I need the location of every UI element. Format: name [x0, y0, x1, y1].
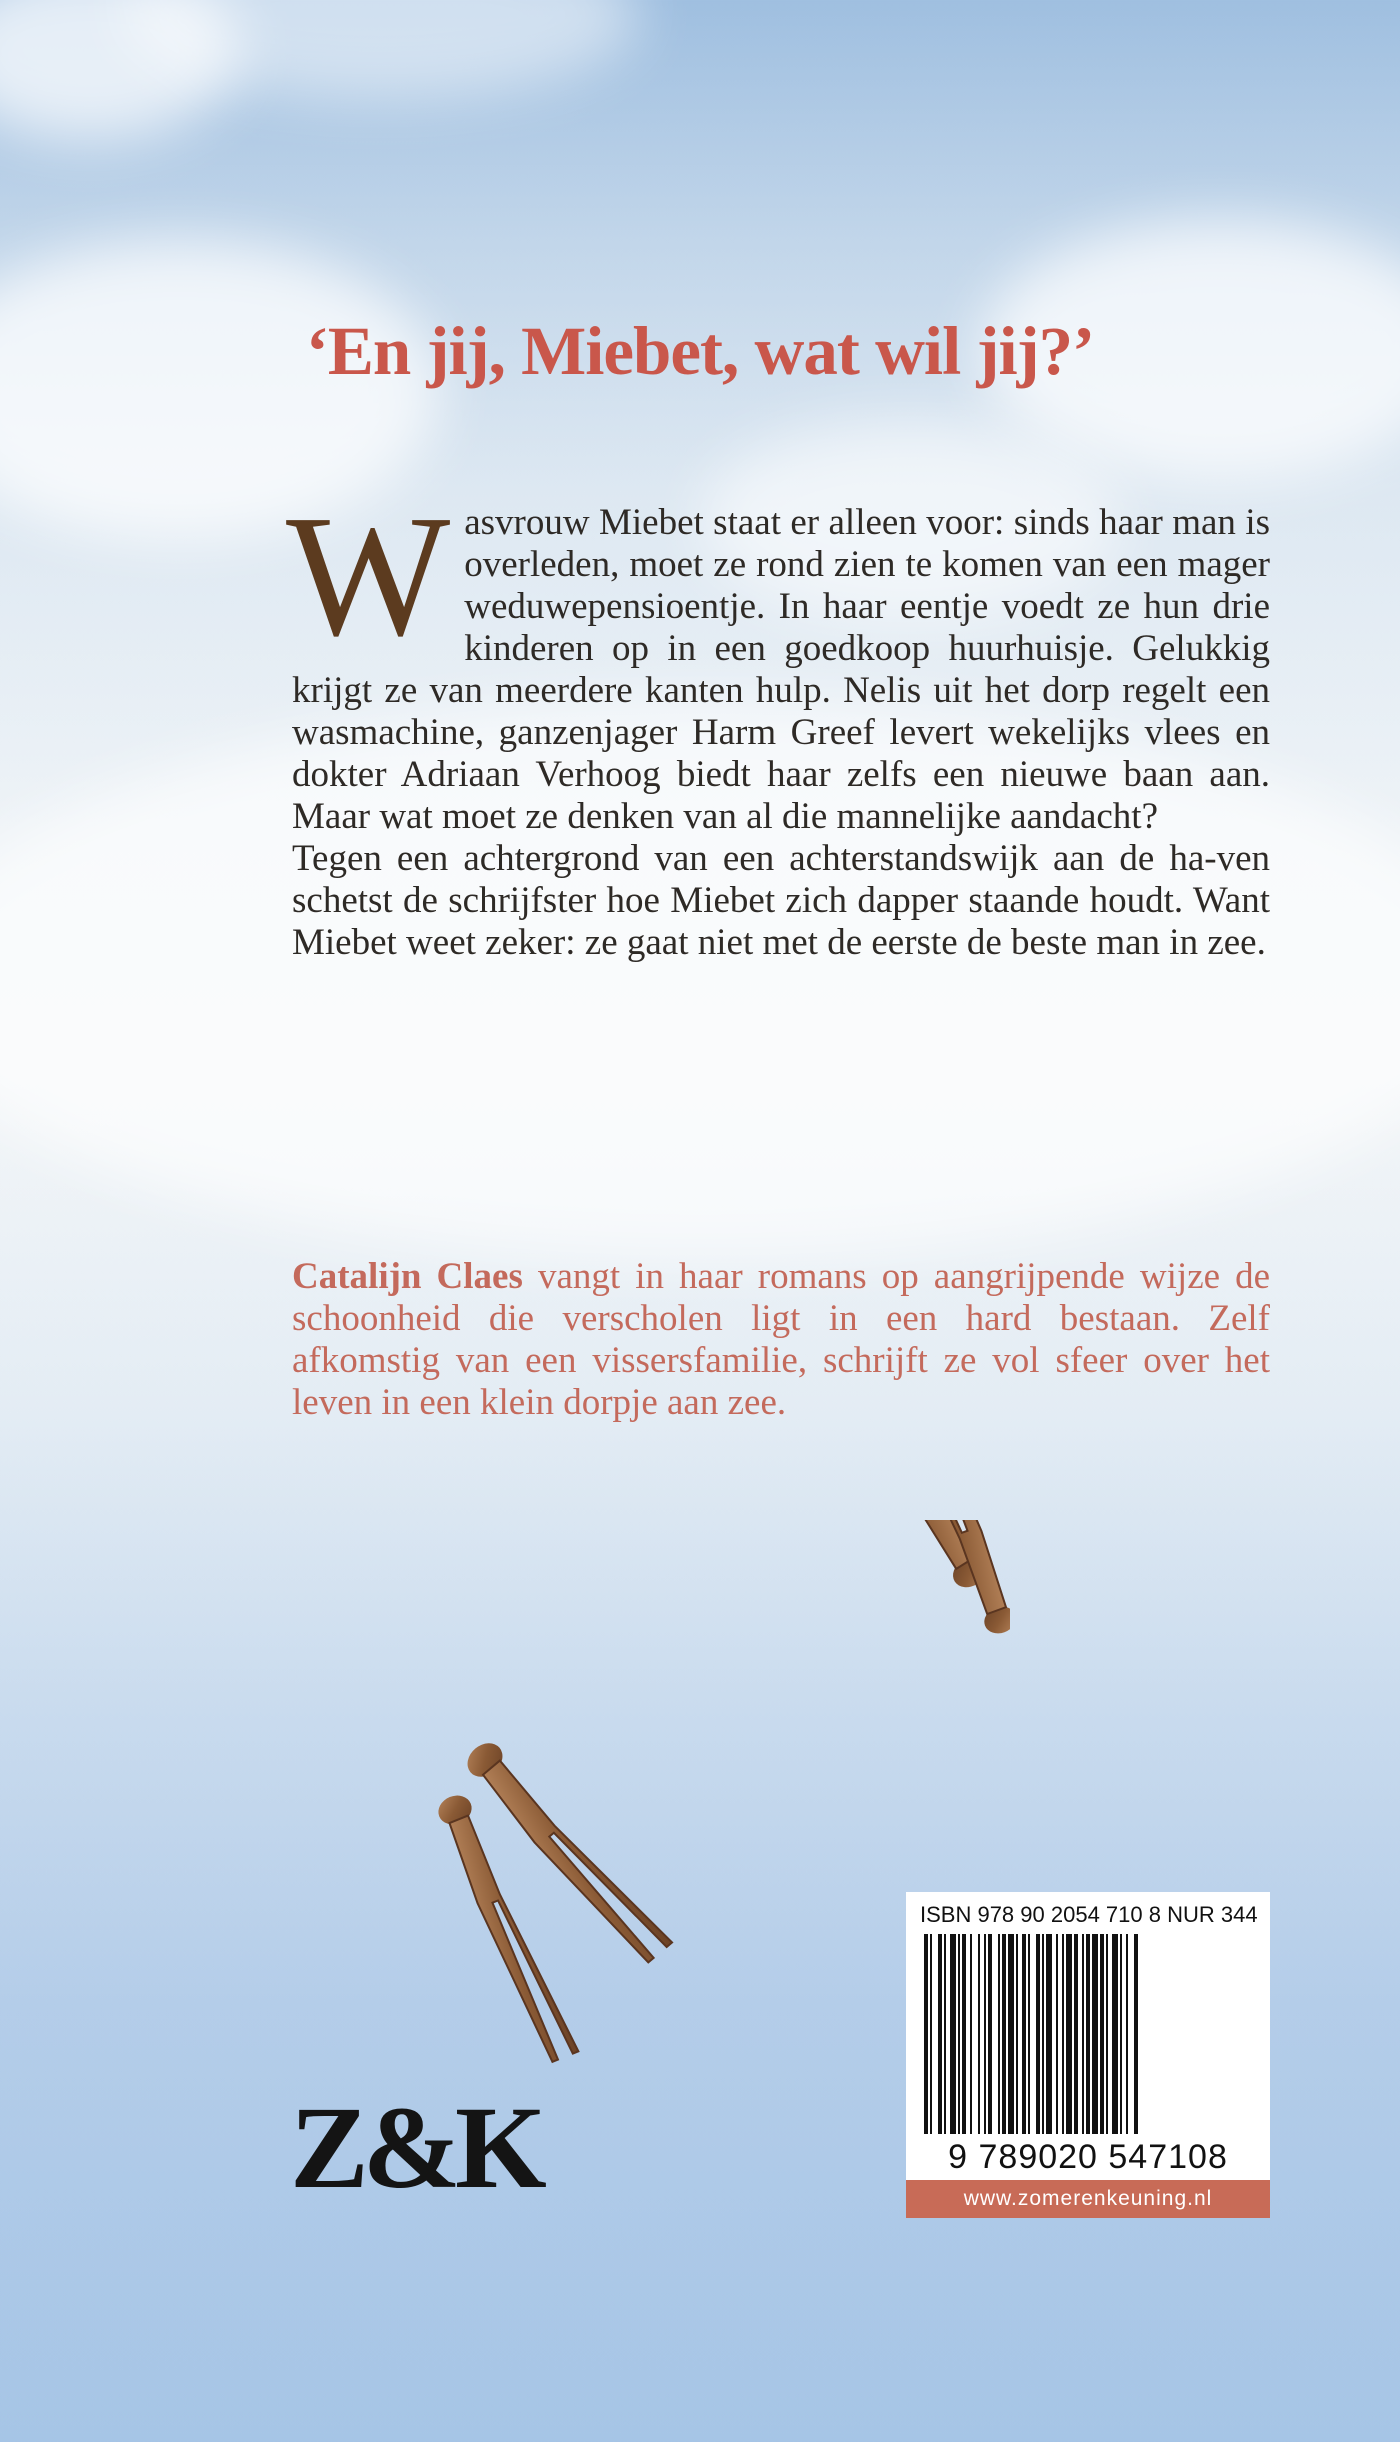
- publisher-url: www.zomerenkeuning.nl: [906, 2180, 1270, 2218]
- barcode-bar: [978, 1934, 980, 2134]
- barcode-bar: [988, 1934, 992, 2134]
- barcode-bar: [1126, 1934, 1128, 2134]
- barcode-bar: [1100, 1934, 1104, 2134]
- barcode-bar: [1008, 1934, 1014, 2134]
- blurb-paragraph-2: Tegen een achtergrond van een achterstandswijk aan de ha-ven schetst de schrijfster hoe Miebet zich dapper staande houdt. Want Miebet weet zeker: ze gaat niet met de eerste de beste man in zee.: [292, 838, 1270, 963]
- isbn-text: ISBN 978 90 2054 710 8 NUR 344: [920, 1902, 1258, 1927]
- tagline: ‘En jij, Miebet, wat wil jij?’: [305, 313, 1095, 389]
- author-name: Catalijn Claes: [292, 1256, 523, 1297]
- barcode-bar: [1106, 1934, 1108, 2134]
- barcode-bar: [1082, 1934, 1084, 2134]
- barcode-bar: [1066, 1934, 1072, 2134]
- author-bio: [292, 1256, 1270, 1424]
- barcode-bar: [944, 1934, 946, 2134]
- barcode-bar: [1112, 1934, 1118, 2134]
- barcode-box: [906, 1892, 1270, 2218]
- blurb-text-1: asvrouw Miebet staat er alleen voor: sinds haar man is overleden, moet ze rond zien te komen van een mager weduwepensioentje. In haar eentje voedt ze hun drie kinderen op in een goedkoop huurhuisje. Gelukkig krijgt ze van meerdere kanten hulp. Nelis uit het dorp regelt een wasmachine, ganzenjager Harm Greef levert wekelijks vlees en dokter Adriaan Verhoog biedt haar zelfs een nieuwe baan aan. Maar wat moet ze denken van al die mannelijke aandacht?: [292, 502, 1270, 837]
- barcode-bar: [1016, 1934, 1018, 2134]
- barcode-bar: [998, 1934, 1000, 2134]
- barcode-bar: [1056, 1934, 1058, 2134]
- barcode-bar: [1062, 1934, 1064, 2134]
- barcode-bar: [938, 1934, 942, 2134]
- barcode-bar: [1074, 1934, 1078, 2134]
- barcode-bars: [924, 1934, 1252, 2134]
- barcode-bar: [1002, 1934, 1006, 2134]
- barcode-bar: [1036, 1934, 1040, 2134]
- barcode-bar: [1042, 1934, 1044, 2134]
- barcode-bar: [970, 1934, 972, 2134]
- barcode-bar: [1028, 1934, 1030, 2134]
- barcode-digits: 9 789020 547108: [948, 2138, 1228, 2176]
- barcode-bar: [924, 1934, 928, 2134]
- barcode-bar: [1120, 1934, 1122, 2134]
- barcode-bar: [1022, 1934, 1026, 2134]
- barcode-bar: [1046, 1934, 1052, 2134]
- blurb: [286, 479, 1270, 964]
- blurb-paragraph-1: [286, 479, 1270, 838]
- drop-cap: W: [286, 479, 451, 672]
- barcode-bar: [950, 1934, 956, 2134]
- publisher-logo: Z&K: [290, 2082, 541, 2213]
- barcode-bar: [1092, 1934, 1098, 2134]
- barcode-bar: [930, 1934, 932, 2134]
- barcode-bar: [984, 1934, 986, 2134]
- barcode-bar: [958, 1934, 960, 2134]
- author-bio-text: vangt in haar romans op aangrijpende wijze de schoonheid die verscholen ligt in een hard bestaan. Zelf afkomstig van een vissersfamilie, schrijft ze vol sfeer over het leven in een klein dorpje aan zee.: [292, 1256, 1271, 1423]
- barcode-bar: [1086, 1934, 1090, 2134]
- barcode-bar: [962, 1934, 966, 2134]
- barcode-bar: [1134, 1934, 1138, 2134]
